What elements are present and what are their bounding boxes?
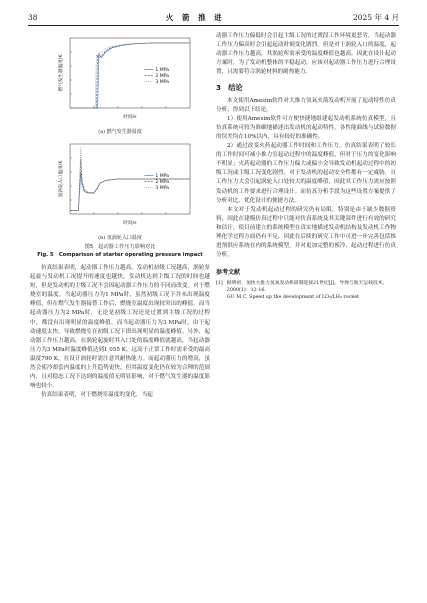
series-line-3 xyxy=(70,148,190,211)
y-axis-label: 燃气发生器温度/K xyxy=(59,54,64,92)
legend-label: 2 MPa xyxy=(155,74,170,80)
body-paragraph: 本文对于发动机起动过程的研究仍有局限，特别是由于缺少数据资料，因此在建模仿真过程中只能对仿真系统及其关键部件进行有效的研究和估计，使目前建立的系统模型在真实地描述发动机结构及发动机工作物理化学过程方面仍有不足，因此在后续的研究工作中可进一步完善包括推进剂供应系统在内的系统模型，并对更加完整的预冷、起动过程进行仿真分析。 xyxy=(216,206,396,259)
left-column xyxy=(30,32,210,400)
body-paragraph: 动器工作压力偏低时会引起主级工况的过渡段工作环境更恶劣，当起动器工作压力偏高时会引起起动时刻变化剧烈。但是对于涡轮入口的温度，起动器工作压力越高，其涡轮所需承受的温度峰值也越高。因此在设计起动方案时，为了发动机整体的平稳起动，应该对起动器工作压力进行合理设置，且需要符合涡轮材料的耐热能力。 xyxy=(216,33,396,76)
plot-a-chart xyxy=(30,32,210,127)
page-number: 38 xyxy=(28,12,38,22)
y-axis-label: 氢涡轮入口温度/K xyxy=(59,160,64,198)
plot-a-caption: (a) 燃气发生器温度 xyxy=(98,129,142,135)
legend-label: 1 MPa xyxy=(155,68,170,74)
x-axis-label: 时间/s xyxy=(123,221,137,226)
legend-label: 2 MPa xyxy=(155,180,170,186)
reference-item xyxy=(216,280,396,301)
body-paragraph: 1）使用Amesim软件可方便快捷地组建起发动机系统仿真模型，且仿真系统可较为准确地描述出发动机的起动特性，各性能曲线与试验数据的误差均在10%以内，具有较好的准确性。 xyxy=(216,115,396,140)
figure-5 xyxy=(30,32,210,259)
body-paragraph: 仿真结果表明，起动器工作压力越高，发动机初级工况越高，涡轮泵起旋与发动机工况提升的速度也越快，发动机达到主级工况的时间也越短，但是发动机的主级工况不会因起动器工作压力的不同而改变。对于燃烧室的温度，当起动器压力为1 MPa时，虽然初级工况下并未出现温度峰值，但在燃气发生器接替工作后，燃烧室温度出现较突出的峰值。而当起动器压力为2 MPa时，无论是初级工况还是过渡到主级工况的过程中，都没有出现明显的温度峰值。而当起动器压力为3 MPa时，由于起动速度太快，导致燃烧室在初级工况下即出现明显的温度峰值。另外，起动器工作压力越高，在涡轮起旋时其入口处的温度峰值就越高，当起动器压力为3 MPa时温度峰值达到1 055 K，远高于正常工作时需求受的最高温度790 K，在设计涡轮时需注意其耐热能力。而起动器压力的增高，虽然会使冷却套内温度的上升趋势更快，但其温度变化仍在较为合理的范围内，且对稳态工况下达到的温度值无明显影响，对于燃气发生器的温度影响也较小。 xyxy=(30,265,210,390)
series-line-2 xyxy=(70,159,190,210)
legend-label: 3 MPa xyxy=(155,80,170,86)
figure-caption-en: Fig. 5 Comparison of starter operating pressure impact xyxy=(37,251,203,258)
plot-b-chart xyxy=(30,138,210,233)
right-column xyxy=(216,32,396,301)
series-line-2 xyxy=(70,43,190,108)
section-title-conclusion: 3 结论 xyxy=(216,83,243,93)
figure-caption-cn: 图5 起动器工作压力影响对比 xyxy=(84,244,156,250)
header-rule xyxy=(28,25,399,26)
series-line-1 xyxy=(70,43,190,108)
body-paragraph: 本文使用Amesim软件对大推力氢氧火箭发动机开展了起动特性仿真分析，得到以下结论。 xyxy=(216,97,396,113)
series-line-3 xyxy=(70,43,190,108)
plot-frame xyxy=(70,38,190,108)
x-axis-label: 时间/s xyxy=(123,115,137,120)
series-line-1 xyxy=(70,172,190,211)
reference-text: 顾明初．加快大推力氢氧发动机研制迎接21世纪[J]．导弹与航天运载技术，2000(1)：12-16． xyxy=(226,281,388,294)
issue-date: 2025 年 4 月 xyxy=(352,12,399,22)
body-paragraph: 2）通过改变火药起动器工作时间和工作压力，仿真结果表明了较长的工作时间可减小推力室起动过程中的温度峰值，但对于压力的变化影响不明显；火药起动器的工作压力偏大或偏小会导致发动机起动过程中的初级工况或主级工况变化剧烈，对于发动机的起动安全性都有一定威胁，且工作压力大会引起涡轮入口处较大的温度峰值，因此其工作压力需应按照发动机的工作要求进行合理设计。而仿真分析手段为这些设置方案提供了分析对比、优化设计的便捷方法。 xyxy=(216,143,396,204)
running-header xyxy=(28,10,399,24)
legend-label: 1 MPa xyxy=(155,174,170,180)
journal-name: 火 箭 推 进 xyxy=(165,12,225,22)
legend-label: 3 MPa xyxy=(155,186,170,192)
references-title: 参考文献 xyxy=(216,269,241,277)
reference-text-en: GU M C. Speed up the development of LO₂/LH₂ rocket xyxy=(226,295,359,301)
plot-b-caption: (b) 氢涡轮入口温度 xyxy=(98,235,142,241)
body-paragraph: 仿真结果表明，对于燃烧室温度的变化，当起 xyxy=(41,392,153,399)
reference-number: [1] xyxy=(216,281,223,287)
